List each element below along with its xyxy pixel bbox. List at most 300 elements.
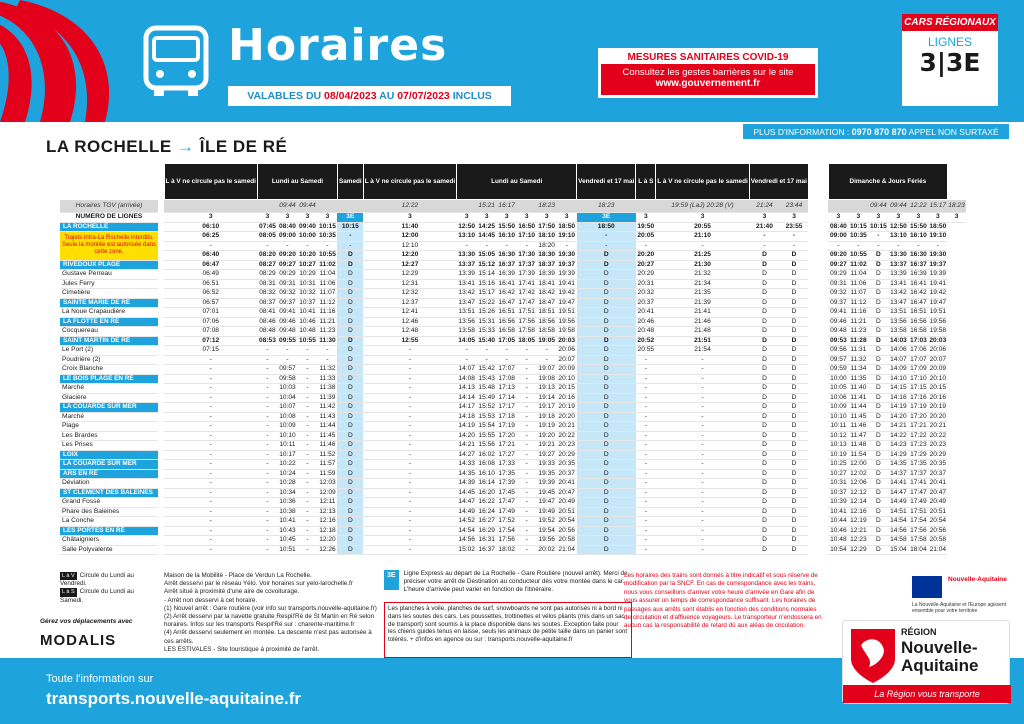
time-cell: - xyxy=(636,536,656,546)
time-cell: 12:12 xyxy=(850,488,867,496)
time-cell: 10:15 xyxy=(319,222,336,230)
line-number: 3 xyxy=(297,213,317,223)
time-cell: 19:17 xyxy=(538,403,555,410)
time-cell: D xyxy=(868,498,888,508)
time-cell: D xyxy=(780,403,809,413)
time-cell: D xyxy=(577,279,636,289)
na-logo: Nouvelle-Aquitaine xyxy=(948,576,1007,583)
time-cell: 21:51 xyxy=(656,336,749,346)
time-cell: - xyxy=(848,241,868,251)
lion-crest-icon xyxy=(847,625,899,685)
time-cell: - xyxy=(636,393,656,403)
time-cell: D xyxy=(780,507,809,517)
time-cell: 19:05 xyxy=(538,336,556,344)
time-cell: 09:46 xyxy=(830,317,847,325)
time-cell: 18:50 xyxy=(577,222,636,232)
time-cell: - xyxy=(636,460,656,470)
time-cell: 14:39 xyxy=(458,479,475,486)
time-cell: 20:21 xyxy=(929,422,947,429)
section-label: LA FLOTTE EN RÉ xyxy=(60,317,158,327)
time-cell: 14:47 xyxy=(890,488,907,496)
time-cell: 12:00 xyxy=(850,460,867,467)
time-cell: 20:32 xyxy=(637,289,655,296)
time-cell: - xyxy=(517,479,537,489)
time-cell: 15:14 xyxy=(478,270,495,277)
section-label: LA ROCHELLE xyxy=(60,222,158,232)
time-cell: 10:08 xyxy=(279,412,296,420)
time-cell: D xyxy=(337,498,363,508)
time-cell: 21:30 xyxy=(656,260,749,270)
time-cell: - xyxy=(636,526,656,536)
time-cell: - xyxy=(517,422,537,432)
time-cell: D xyxy=(337,308,363,318)
time-cell: 06:10 xyxy=(164,222,257,232)
time-cell: 15:52 xyxy=(478,403,495,410)
time-cell: D xyxy=(749,355,779,365)
time-cell: 11:33 xyxy=(319,374,336,382)
time-cell: - xyxy=(363,355,456,365)
route-from: LA ROCHELLE xyxy=(46,137,172,156)
time-cell: 17:54 xyxy=(910,517,927,524)
time-cell: 15:53 xyxy=(478,412,495,420)
line-number: 3 xyxy=(656,213,749,223)
region-small-label: RÉGION xyxy=(901,627,937,637)
time-cell: 11:04 xyxy=(850,270,867,277)
time-cell: D xyxy=(868,431,888,441)
time-cell: - xyxy=(636,545,656,555)
time-cell: 10:03 xyxy=(279,384,296,391)
time-cell: D xyxy=(868,279,888,289)
time-cell: - xyxy=(164,365,257,375)
time-cell: 16:41 xyxy=(910,279,927,287)
time-cell: 21:25 xyxy=(656,251,749,261)
time-cell: 09:32 xyxy=(279,289,296,296)
time-cell: 21:04 xyxy=(929,545,947,553)
gap xyxy=(808,479,828,489)
time-cell: 17:45 xyxy=(498,488,515,496)
time-cell: 11:54 xyxy=(850,450,867,458)
table-row xyxy=(60,488,966,498)
time-cell: D xyxy=(780,422,809,432)
section-label: LOIX xyxy=(60,450,158,460)
time-cell: 11:41 xyxy=(850,393,867,401)
time-cell: D xyxy=(337,384,363,394)
time-cell: - xyxy=(257,365,277,375)
time-cell: - xyxy=(257,403,277,413)
time-cell: 10:39 xyxy=(830,498,847,505)
time-cell: D xyxy=(337,374,363,384)
covid-link[interactable]: www.gouvernement.fr xyxy=(655,78,761,89)
time-cell: D xyxy=(749,488,779,498)
time-cell: 11:39 xyxy=(319,393,336,401)
time-cell: D xyxy=(780,469,809,479)
time-cell: - xyxy=(317,355,337,365)
time-cell: - xyxy=(517,346,537,356)
line-number: 3 xyxy=(517,213,537,223)
section-label: ARS EN RÉ xyxy=(60,469,158,479)
time-cell: D xyxy=(577,384,636,394)
time-cell: 11:28 xyxy=(850,336,867,344)
time-cell: 08:53 xyxy=(259,336,276,344)
time-cell: 11:34 xyxy=(850,365,867,372)
time-cell: 09:31 xyxy=(279,279,296,287)
time-cell: - xyxy=(164,488,257,498)
time-cell: 20:03 xyxy=(558,336,576,344)
tgv-time: 12:22 xyxy=(908,200,928,213)
time-cell: 12:19 xyxy=(850,517,867,524)
table-row xyxy=(60,536,966,546)
time-cell: D xyxy=(749,422,779,432)
time-cell: - xyxy=(363,412,456,422)
time-cell: 13:39 xyxy=(890,270,907,277)
col-header-vendredi17b: Vendredi et 17 mai xyxy=(749,164,808,200)
time-cell: 13:39 xyxy=(458,270,475,277)
table-row xyxy=(60,346,966,356)
gap xyxy=(808,507,828,517)
time-cell: 16:08 xyxy=(478,460,495,467)
time-cell: D xyxy=(749,507,779,517)
line-number: 3 xyxy=(749,213,779,223)
line-number: 3 xyxy=(457,213,477,223)
time-cell: 20:23 xyxy=(558,441,575,448)
gap xyxy=(808,164,828,200)
time-cell: 10:15 xyxy=(337,222,363,232)
gap xyxy=(808,336,828,346)
time-cell: 12:20 xyxy=(363,251,456,261)
time-cell: D xyxy=(780,517,809,527)
time-cell: 19:41 xyxy=(558,279,575,287)
time-cell: D xyxy=(780,317,809,327)
time-cell: 23:55 xyxy=(780,222,809,232)
time-cell: - xyxy=(363,536,456,546)
time-cell: - xyxy=(868,241,888,251)
time-cell: - xyxy=(656,422,749,432)
express-text: Ligne Express au départ de La Rochelle - Gare Routière (nouvel arrêt). Merci de préciser votre arrêt de Destination au conducteur dès votre montée dans le car. L'heure d'arrivée peut varier en fonction de l'itinéraire. xyxy=(403,570,628,593)
time-cell: - xyxy=(337,232,363,242)
time-cell: 13:51 xyxy=(458,308,475,315)
time-cell: - xyxy=(656,403,749,413)
time-cell: 10:55 xyxy=(319,251,336,258)
time-cell: - xyxy=(656,365,749,375)
time-cell: 15:26 xyxy=(478,308,495,315)
time-cell: 14:09 xyxy=(890,365,907,372)
time-cell: D xyxy=(868,365,888,375)
table-row xyxy=(60,431,966,441)
time-cell: 10:55 xyxy=(849,251,867,258)
table-row xyxy=(60,479,966,489)
time-cell: 14:19 xyxy=(890,403,907,410)
time-cell: - xyxy=(517,545,537,555)
time-cell: - xyxy=(297,441,317,451)
time-cell: 09:57 xyxy=(279,365,296,372)
time-cell: - xyxy=(164,431,257,441)
time-cell: 11:46 xyxy=(850,422,867,429)
time-cell: 20:20 xyxy=(929,412,947,420)
time-cell: 15:56 xyxy=(478,441,495,448)
tgv-time: 18:23 xyxy=(947,200,966,213)
time-cell: 17:41 xyxy=(910,479,927,486)
time-cell: - xyxy=(297,374,317,384)
time-cell: 19:33 xyxy=(538,460,555,467)
time-cell: D xyxy=(780,289,809,299)
gap xyxy=(808,412,828,422)
time-cell: 10:28 xyxy=(279,479,296,486)
line-number: 3 xyxy=(497,213,517,223)
time-cell: 19:52 xyxy=(538,517,555,524)
tgv-time xyxy=(848,200,868,213)
time-cell: - xyxy=(297,412,317,422)
time-cell: D xyxy=(337,317,363,327)
time-cell: - xyxy=(297,498,317,508)
time-cell: 11:06 xyxy=(319,279,336,287)
time-cell: 13:37 xyxy=(458,260,476,268)
validity-banner xyxy=(228,86,511,106)
time-cell: - xyxy=(656,241,749,251)
table-row xyxy=(60,545,966,555)
time-cell: D xyxy=(780,431,809,441)
time-cell: 12:41 xyxy=(363,308,456,318)
validity-mid: AU xyxy=(376,90,398,102)
time-cell: - xyxy=(868,232,888,242)
time-cell: 17:21 xyxy=(498,441,515,448)
time-cell: 19:18 xyxy=(538,412,555,420)
gap xyxy=(808,422,828,432)
time-cell: D xyxy=(337,327,363,337)
region-tagline: La Région vous transporte xyxy=(843,685,1011,703)
legend-item-mobilite: Maison de la Mobilité - Place de Verdun La Rochelle. xyxy=(164,572,312,579)
time-cell: 19:56 xyxy=(929,317,947,325)
time-cell: 15:05 xyxy=(478,251,496,258)
time-cell: D xyxy=(749,374,779,384)
time-cell: 11:21 xyxy=(850,317,867,325)
time-cell: 17:22 xyxy=(910,431,927,439)
gap xyxy=(808,232,828,242)
time-cell: - xyxy=(277,346,297,356)
footer-website-link[interactable]: transports.nouvelle-aquitaine.fr xyxy=(46,689,302,708)
time-cell: - xyxy=(363,441,456,451)
time-cell: 19:07 xyxy=(538,365,555,372)
time-cell: - xyxy=(257,479,277,489)
time-cell: - xyxy=(257,374,277,384)
time-cell: - xyxy=(636,355,656,365)
time-cell: 15:12 xyxy=(478,260,496,268)
time-cell: 20:54 xyxy=(929,517,947,524)
time-cell: D xyxy=(749,289,779,299)
time-cell: - xyxy=(636,431,656,441)
time-cell: 14:07 xyxy=(458,365,475,372)
time-cell: 10:41 xyxy=(299,308,316,315)
time-cell: D xyxy=(337,441,363,451)
time-cell: - xyxy=(257,241,277,251)
time-cell: 10:10 xyxy=(279,431,296,439)
time-cell: D xyxy=(868,536,888,546)
time-cell: - xyxy=(297,393,317,403)
time-cell: 11:04 xyxy=(319,270,336,277)
time-cell: 16:37 xyxy=(909,260,927,268)
time-cell: 19:47 xyxy=(538,498,555,505)
time-cell: 20:09 xyxy=(929,365,947,372)
time-cell: 09:41 xyxy=(830,308,847,315)
time-cell: 17:56 xyxy=(498,536,515,543)
time-cell: 10:48 xyxy=(299,327,316,334)
time-cell: - xyxy=(337,241,363,251)
gap xyxy=(808,308,828,318)
time-cell: 14:52 xyxy=(458,517,475,524)
info-phone[interactable]: 0970 870 870 xyxy=(851,127,907,137)
time-cell: 09:48 xyxy=(830,327,847,334)
time-cell: - xyxy=(363,498,456,508)
time-cell: 14:56 xyxy=(890,526,907,534)
time-cell: D xyxy=(780,393,809,403)
time-cell: D xyxy=(868,374,888,384)
time-cell: 10:31 xyxy=(299,279,316,287)
time-cell: 14:25 xyxy=(478,222,496,230)
time-cell: 14:21 xyxy=(890,422,907,429)
time-cell: 16:51 xyxy=(498,308,515,315)
col-header-samedi: Samedi xyxy=(337,164,363,200)
time-cell: 19:47 xyxy=(929,298,947,306)
time-cell: D xyxy=(780,479,809,489)
time-cell: 17:07 xyxy=(498,365,515,372)
time-cell: D xyxy=(577,545,636,555)
tgv-time: 16:17 xyxy=(497,200,517,213)
table-row xyxy=(60,469,966,479)
time-cell: 12:48 xyxy=(363,327,456,337)
time-cell: 15:48 xyxy=(478,384,495,391)
time-cell: - xyxy=(517,536,537,546)
gap xyxy=(808,374,828,384)
time-cell: - xyxy=(749,241,779,251)
time-cell: 13:37 xyxy=(889,260,907,268)
time-cell: 17:49 xyxy=(910,498,927,505)
time-cell: 17:56 xyxy=(518,317,535,325)
time-cell: 13:10 xyxy=(458,232,476,239)
time-cell: 19:58 xyxy=(929,327,947,334)
time-cell: D xyxy=(749,545,779,555)
time-cell: 12:46 xyxy=(363,317,456,327)
time-cell: - xyxy=(164,412,257,422)
covid-box xyxy=(598,48,818,98)
line-number: 3 xyxy=(477,213,497,223)
time-cell: - xyxy=(257,488,277,498)
time-cell: 16:37 xyxy=(478,545,495,553)
stop-name: Les Brardes xyxy=(60,431,158,441)
time-cell: 18:50 xyxy=(558,222,576,230)
time-cell: D xyxy=(577,308,636,318)
time-cell: 20:54 xyxy=(558,517,575,524)
time-cell: - xyxy=(164,374,257,384)
time-cell: 07:15 xyxy=(164,346,257,356)
stop-name: Poudrière (2) xyxy=(60,355,158,365)
time-cell: D xyxy=(780,498,809,508)
time-cell: 19:30 xyxy=(929,251,947,258)
tgv-time xyxy=(517,200,537,213)
time-cell: 19:47 xyxy=(558,298,575,306)
table-row xyxy=(60,270,966,280)
time-cell: - xyxy=(656,384,749,394)
time-cell: D xyxy=(337,507,363,517)
time-cell: 15:33 xyxy=(478,327,495,334)
time-cell: 15:54 xyxy=(478,422,495,429)
time-cell: D xyxy=(749,460,779,470)
time-cell: 20:29 xyxy=(637,270,655,277)
time-cell: - xyxy=(164,393,257,403)
time-cell: 17:19 xyxy=(498,422,515,429)
time-cell: 12:31 xyxy=(363,279,456,289)
time-cell: 09:00 xyxy=(829,232,847,239)
gap xyxy=(808,441,828,451)
validity-to: 07/07/2023 xyxy=(397,90,450,102)
time-cell: D xyxy=(780,308,809,318)
time-cell: 20:29 xyxy=(558,450,575,458)
time-cell: D xyxy=(868,460,888,470)
time-cell: 12:13 xyxy=(319,507,336,515)
time-cell: - xyxy=(363,365,456,375)
time-cell: 19:39 xyxy=(558,270,575,277)
time-cell: 14:16 xyxy=(890,393,907,401)
time-cell: 11:48 xyxy=(850,441,867,448)
time-cell: 11:12 xyxy=(850,298,867,306)
col-header-lav3: L à V ne circule pas le samedi xyxy=(656,164,749,200)
time-cell: - xyxy=(363,488,456,498)
time-cell: D xyxy=(577,346,636,356)
time-cell: - xyxy=(517,374,537,384)
time-cell: D xyxy=(780,441,809,451)
time-cell: 10:45 xyxy=(279,536,296,543)
time-cell: 17:35 xyxy=(498,469,515,477)
time-cell: D xyxy=(868,260,888,270)
time-cell: D xyxy=(780,374,809,384)
time-cell: 12:14 xyxy=(850,498,867,505)
time-cell: D xyxy=(577,327,636,337)
time-cell: 15:42 xyxy=(478,365,495,372)
time-cell: 11:12 xyxy=(319,298,336,306)
time-cell: D xyxy=(780,488,809,498)
time-cell: 16:10 xyxy=(498,232,516,239)
time-cell: 11:16 xyxy=(319,308,336,315)
time-cell: D xyxy=(337,270,363,280)
time-cell: 11:43 xyxy=(319,412,336,420)
section-label: SAINTE MARIE DE RÉ xyxy=(60,298,158,308)
time-cell: 15:31 xyxy=(478,317,495,325)
time-cell: - xyxy=(164,460,257,470)
time-cell: 15:17 xyxy=(478,289,495,296)
time-cell: 17:42 xyxy=(518,289,535,296)
table-row xyxy=(60,526,966,536)
time-cell: D xyxy=(749,279,779,289)
time-cell: 10:07 xyxy=(279,403,296,410)
time-cell: 14:56 xyxy=(458,536,475,543)
gap xyxy=(808,270,828,280)
time-cell: 12:50 xyxy=(889,222,907,230)
time-cell: 19:10 xyxy=(929,232,947,239)
time-cell: D xyxy=(577,469,636,479)
time-cell: - xyxy=(517,403,537,413)
time-cell: - xyxy=(297,536,317,546)
table-row xyxy=(60,422,966,432)
time-cell: 14:58 xyxy=(890,536,907,543)
header-banner xyxy=(0,0,1024,122)
tgv-time xyxy=(337,200,363,213)
time-cell: 11:07 xyxy=(319,289,336,296)
time-cell: 10:10 xyxy=(830,412,847,420)
time-cell: 20:15 xyxy=(929,384,947,391)
legend-item-estivales: LES ESTIVALES - Site touristique à proximité de l'arrêt. xyxy=(164,645,320,653)
time-cell: - xyxy=(749,232,779,242)
gap xyxy=(808,260,828,270)
gap xyxy=(808,213,828,223)
time-cell: 08:32 xyxy=(259,289,276,296)
